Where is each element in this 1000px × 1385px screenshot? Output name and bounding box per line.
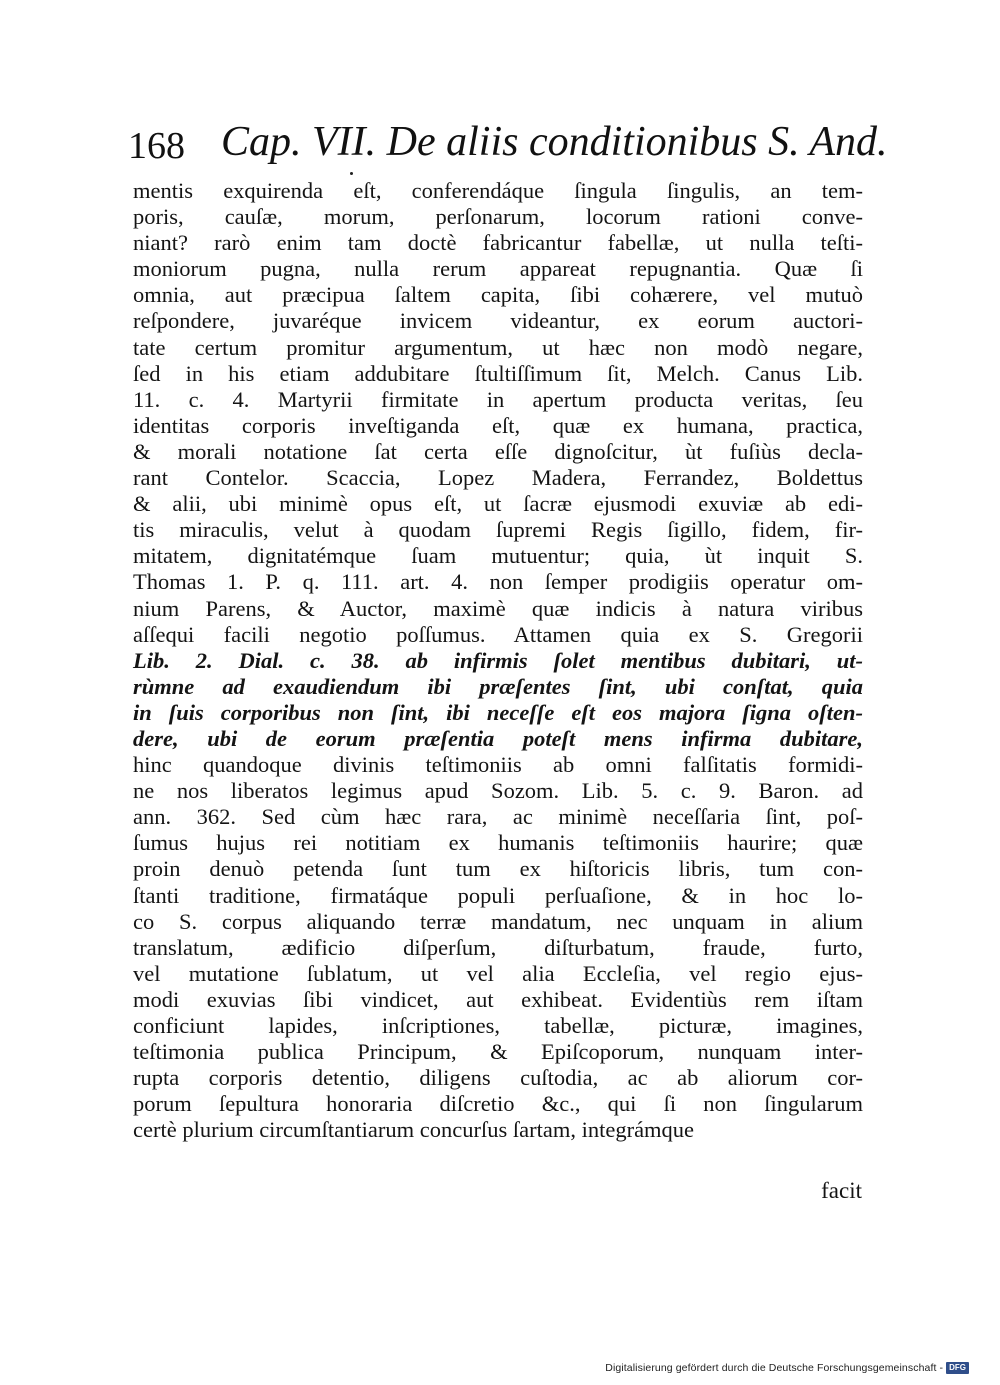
text-line: in ſuis corporibus non ſint, ibi neceſſe eſt eos majora ſigna oſten- — [133, 699, 863, 725]
running-head — [128, 118, 888, 168]
text-line: niant? rarò enim tam doctè fabricantur fabellæ, ut nulla teſti- — [133, 230, 863, 256]
text-line: nium Parens, & Auctor, maximè quæ indicis à natura viribus — [133, 595, 863, 621]
text-line: moniorum pugna, nulla rerum appareat repugnantia. Quæ ſi — [133, 256, 863, 282]
text-line: ſed in his etiam addubitare ſtultiſſimum ſit, Melch. Canus Lib. — [133, 360, 863, 386]
text-line: mentis exquirenda eſt, conferendáque ſingula ſingulis, an tem- — [133, 178, 863, 203]
text-line: translatum, ædificio diſperſum, diſturbatum, fraude, furto, — [133, 934, 863, 960]
text-line: ſtanti traditione, firmatáque populi perſuaſione, & in hoc lo- — [133, 882, 863, 908]
text-line: modi exuvias ſibi vindicet, aut exhibeat. Evidentiùs rem iſtam — [133, 986, 863, 1012]
text-line: conficiunt lapides, inſcriptiones, tabellæ, picturæ, imagines, — [133, 1013, 863, 1038]
text-line: dere, ubi de eorum præſentia poteſt mens infirma dubitare, — [133, 725, 863, 751]
text-line: ne nos liberatos legimus apud Sozom. Lib. 5. c. 9. Baron. ad — [133, 778, 863, 804]
text-line: certè plurium circumſtantiarum concurſus ſartam, integrámque — [133, 1117, 695, 1143]
text-line: & alii, ubi minimè opus eſt, ut ſacræ ejusmodi exuviæ ab edi- — [133, 491, 863, 517]
text-line: proin denuò petenda ſunt tum ex hiſtoricis libris, tum con- — [133, 856, 863, 882]
text-line: ann. 362. Sed cùm hæc rara, ac minimè neceſſaria ſint, poſ- — [133, 804, 863, 830]
dfg-logo: DFG — [946, 1362, 969, 1374]
text-line: aſſequi facili negotio poſſumus. Attamen quia ex S. Gregorii — [133, 621, 863, 647]
text-line: Thomas 1. P. q. 111. art. 4. non ſemper prodigiis operatur om- — [133, 569, 863, 595]
text-line: & morali notatione ſat certa eſſe dignoſcitur, ùt fuſiùs decla- — [133, 438, 863, 464]
text-line: omnia, aut præcipua ſaltem capita, ſibi cohærere, vel mutuò — [133, 282, 863, 308]
text-line: hinc quandoque divinis teſtimoniis ab omni falſitatis formidi- — [133, 752, 863, 778]
text-line: porum ſepultura honoraria diſcretio &c., qui ſi non ſingularum — [133, 1091, 863, 1117]
text-line: poris, cauſæ, morum, perſonarum, locorum rationi conve- — [133, 204, 863, 230]
ink-speck — [350, 172, 353, 175]
text-line: rùmne ad exaudiendum ibi præſentes ſint, ubi conſtat, quia — [133, 673, 863, 699]
text-line: rant Contelor. Scaccia, Lopez Madera, Ferrandez, Boldettus — [133, 465, 863, 491]
text-line: Lib. 2. Dial. c. 38. ab infirmis ſolet mentibus dubitari, ut- — [133, 647, 863, 673]
text-line: tis miraculis, velut à quodam ſupremi Regis ſigillo, fidem, fir- — [133, 517, 863, 543]
text-line: co S. corpus aliquando terræ mandatum, nec unquam in alium — [133, 908, 863, 934]
text-line: teſtimonia publica Principum, & Epiſcoporum, nunquam inter- — [133, 1039, 863, 1065]
text-line: 11. c. 4. Martyrii firmitate in apertum producta veritas, ſeu — [133, 386, 863, 412]
text-line: vel mutatione ſublatum, ut vel alia Eccleſia, vel regio ejus- — [133, 960, 863, 986]
text-line: mitatem, dignitatémque ſuam mutuentur; quia, ùt inquit S. — [133, 543, 863, 569]
body-text — [133, 178, 863, 1143]
digitization-credit — [605, 1360, 969, 1376]
credit-text: Digitalisierung gefördert durch die Deutsche Forschungsgemeinschaft - — [605, 1362, 944, 1374]
text-line: identitas corporis inveſtiganda eſt, quæ ex humana, practica, — [133, 412, 863, 438]
catchword: facit — [821, 1178, 862, 1203]
text-line: rupta corporis detentio, diligens cuſtodia, ac ab aliorum cor- — [133, 1065, 863, 1091]
running-title: Cap. VII. De aliis conditionibus S. And. — [221, 119, 888, 165]
page-number: 168 — [128, 125, 185, 167]
text-line: ſumus hujus rei notitiam ex humanis teſtimoniis haurire; quæ — [133, 830, 863, 856]
text-line: reſpondere, juvaréque invicem videantur, ex eorum auctori- — [133, 308, 863, 334]
text-line: tate certum promitur argumentum, ut hæc non modò negare, — [133, 334, 863, 360]
